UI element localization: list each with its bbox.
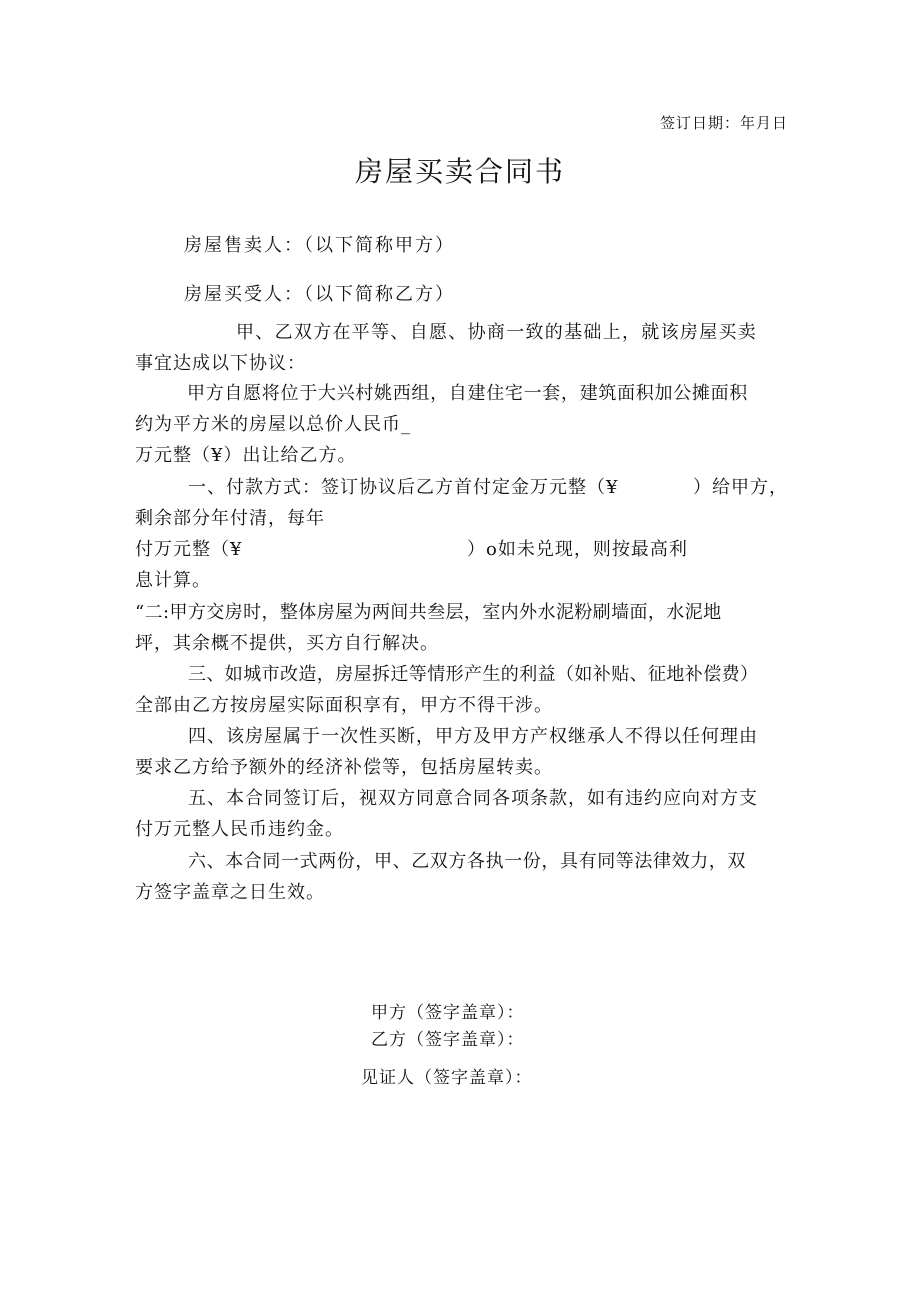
clause-2-line-1: “二:甲方交房时，整体房屋为两间共叁层，室内外水泥粉刷墙面，水泥地 (135, 602, 722, 623)
clause-3-line-1: 三、如城市改造，房屋拆迁等情形产生的利益（如补贴、征地补偿费） (188, 664, 759, 685)
signature-party-b: 乙方（签字盖章）： (371, 1030, 525, 1050)
clause-1-line-1a: 一、付款方式：签订协议后乙方首付定金万元整（¥ (188, 477, 619, 498)
seller-line: 房屋售卖人：（以下简称甲方） (184, 235, 455, 256)
intro-line-2: 事宜达成以下协议： (135, 353, 306, 374)
intro-line-1: 甲、乙双方在平等、自愿、协商一致的基础上，就该房屋买卖 (236, 322, 758, 343)
clause-4-line-2: 要求乙方给予额外的经济补偿等，包括房屋转卖。 (135, 757, 553, 778)
clause-5-line-1: 五、本合同签订后，视双方同意合同各项条款，如有违约应向对方支 (188, 788, 758, 809)
clause-1-line-3a: 付万元整（¥ (135, 539, 243, 560)
desc-line-2: 约为平方米的房屋以总价人民币_ (135, 414, 411, 435)
desc-line-3: 万元整（¥）出让给乙方。 (135, 445, 357, 466)
clause-5-line-2: 付万元整人民币违约金。 (135, 819, 344, 840)
document-title: 房屋买卖合同书 (354, 155, 565, 188)
clause-6-line-1: 六、本合同一式两份，甲、乙双方各执一份，具有同等法律效力，双 (188, 851, 746, 872)
clause-1-line-2: 剩余部分年付清，每年 (135, 508, 325, 529)
clause-2-line-2: 坪，其余概不提供，买方自行解决。 (135, 633, 439, 654)
clause-1-line-3b: ）o如未兑现，则按最高利 (467, 539, 688, 560)
clause-3-line-2: 全部由乙方按房屋实际面积享有，甲方不得干涉。 (135, 695, 553, 716)
desc-line-1: 甲方自愿将位于大兴村姚西组，自建住宅一套，建筑面积加公摊面积 (187, 383, 748, 404)
signature-witness: 见证人（签字盖章）： (361, 1068, 533, 1088)
signature-party-a: 甲方（签字盖章）： (371, 1003, 525, 1023)
buyer-line: 房屋买受人：（以下简称乙方） (184, 284, 455, 305)
clause-6-line-2: 方签字盖章之日生效。 (135, 882, 325, 903)
clause-1-line-4: 息计算。 (135, 570, 211, 591)
clause-1-line-1b: ）给甲方， (693, 477, 788, 498)
sign-date: 签订日期：年月日 (659, 114, 788, 132)
clause-4-line-1: 四、该房屋属于一次性买断，甲方及甲方产权继承人不得以任何理由 (188, 726, 758, 747)
